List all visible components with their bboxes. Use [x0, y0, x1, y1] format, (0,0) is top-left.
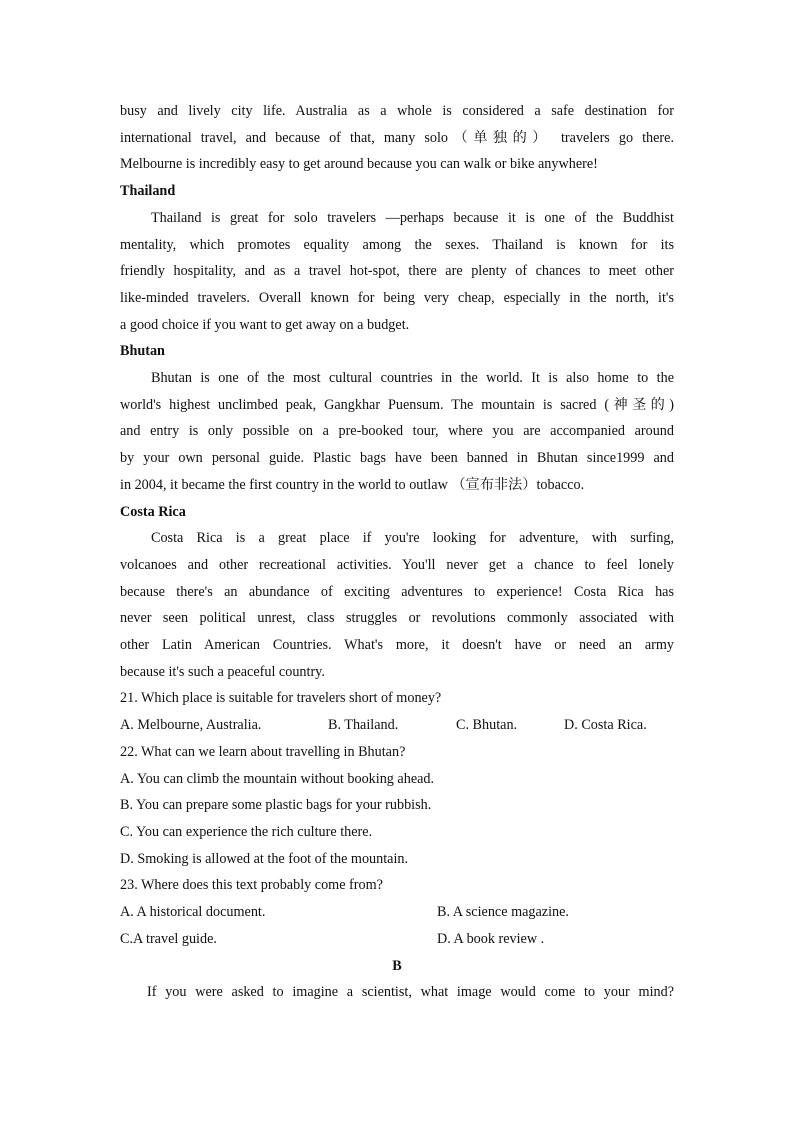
question-22-stem: 22. What can we learn about travelling in Bhutan?	[120, 743, 406, 760]
bhutan-line-4: by your own personal guide. Plastic bags have been banned in Bhutan since1999 and	[120, 450, 674, 467]
q22-option-a: A. You can climb the mountain without booking ahead.	[120, 770, 435, 787]
question-23-options-row-1	[120, 899, 674, 926]
thailand-line-4: like-minded travelers. Overall known for being very cheap, especially in the north, it's	[120, 289, 674, 306]
q21-option-a: A. Melbourne, Australia.	[120, 717, 262, 734]
q23-option-b: B. A science magazine.	[437, 904, 569, 921]
question-21-options	[120, 712, 674, 739]
intro-line-3: Melbourne is incredibly easy to get around because you can walk or bike anywhere!	[120, 156, 598, 173]
bhutan-line-5: in 2004, it became the first country in the world to outlaw （宣布非法）tobacco.	[120, 476, 585, 493]
heading-thailand: Thailand	[120, 183, 176, 200]
thailand-line-5: a good choice if you want to get away on a budget.	[120, 316, 410, 333]
bhutan-line-2: world's highest unclimbed peak, Gangkhar Puensum. The mountain is sacred (神圣的)	[120, 396, 674, 413]
costa-rica-line-3: because there's an abundance of exciting adventures to experience! Costa Rica has	[120, 583, 674, 600]
thailand-line-1: Thailand is great for solo travelers —perhaps because it is one of the Buddhist	[151, 209, 674, 226]
heading-costa-rica: Costa Rica	[120, 503, 186, 520]
q21-option-d: D. Costa Rica.	[564, 717, 647, 734]
costa-rica-line-5: other Latin American Countries. What's more, it doesn't have or need an army	[120, 637, 674, 654]
q21-option-b: B. Thailand.	[328, 717, 399, 734]
bhutan-line-1: Bhutan is one of the most cultural countries in the world. It is also home to the	[151, 370, 674, 387]
q23-option-c: C.A travel guide.	[120, 930, 217, 947]
costa-rica-line-4: never seen political unrest, class struggles or revolutions commonly associated with	[120, 610, 674, 627]
costa-rica-line-6: because it's such a peaceful country.	[120, 663, 325, 680]
question-23-options-row-2	[120, 926, 674, 953]
intro-line-1: busy and lively city life. Australia as a whole is considered a safe destination for	[120, 103, 674, 119]
section-b-first-line: If you were asked to imagine a scientist, what image would come to your mind?	[147, 984, 674, 1001]
costa-rica-line-2: volcanoes and other recreational activities. You'll never get a chance to feel lonely	[120, 556, 674, 573]
heading-bhutan: Bhutan	[120, 343, 165, 360]
intro-line-2: international travel, and because of that, many solo（单独的） travelers go there.	[120, 129, 674, 146]
q21-option-c: C. Bhutan.	[456, 717, 518, 734]
q23-option-d: D. A book review .	[437, 930, 545, 947]
thailand-line-3: friendly hospitality, and as a travel hot-spot, there are plenty of chances to meet other	[120, 263, 674, 280]
q22-option-b: B. You can prepare some plastic bags for your rubbish.	[120, 797, 432, 814]
q23-option-a: A. A historical document.	[120, 904, 266, 921]
document-page	[120, 98, 674, 1006]
q22-option-c: C. You can experience the rich culture there.	[120, 823, 373, 840]
costa-rica-line-1: Costa Rica is a great place if you're looking for adventure, with surfing,	[151, 530, 674, 547]
thailand-line-2: mentality, which promotes equality among the sexes. Thailand is known for its	[120, 236, 674, 253]
q22-option-d: D. Smoking is allowed at the foot of the mountain.	[120, 850, 409, 867]
question-23-stem: 23. Where does this text probably come from?	[120, 877, 383, 894]
bhutan-line-3: and entry is only possible on a pre-booked tour, where you are accompanied around	[120, 423, 674, 440]
question-21-stem: 21. Which place is suitable for travelers short of money?	[120, 690, 442, 707]
section-b-heading: B	[392, 957, 402, 974]
